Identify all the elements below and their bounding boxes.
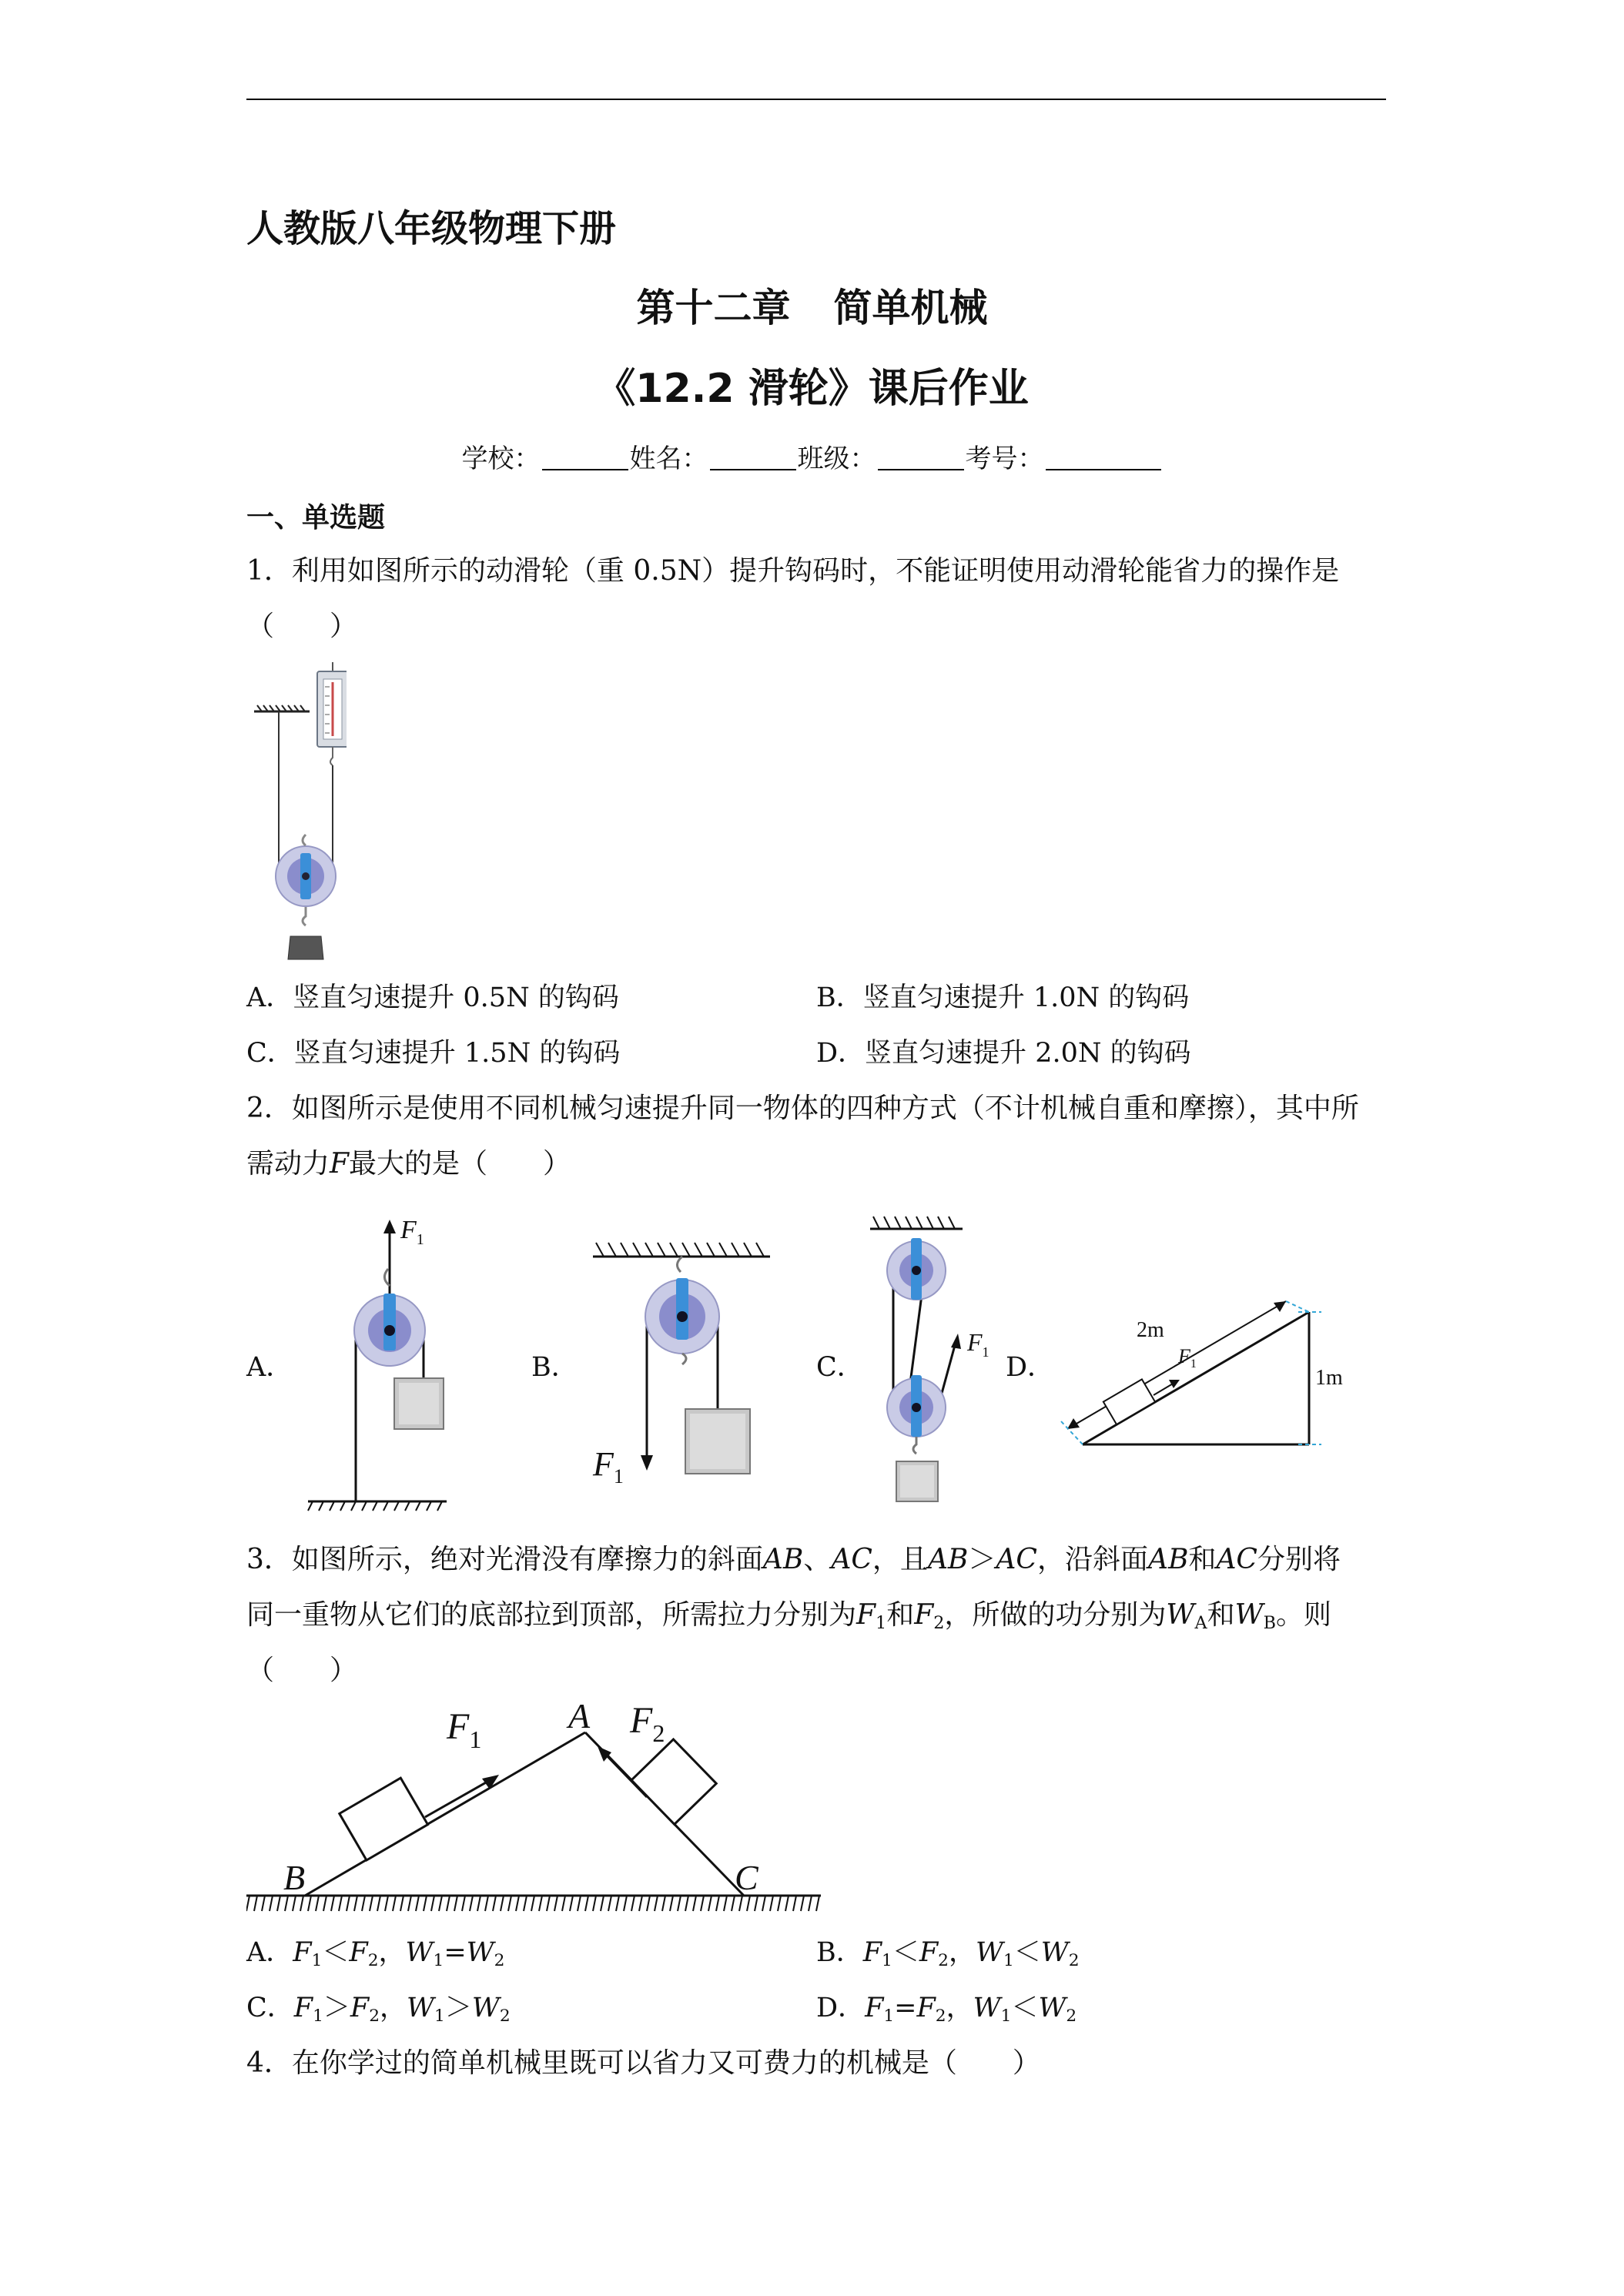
page-title: 《12.2 滑轮》课后作业 — [595, 366, 1029, 412]
q1-option-a[interactable]: A．竖直匀速提升 0.5N 的钩码 — [246, 982, 619, 1013]
chapter-number: 第十二章 — [636, 286, 791, 330]
q3-f2-label: $F_2$ — [630, 1700, 665, 1747]
class-label: 班级： — [797, 443, 876, 474]
school-label: 学校： — [461, 443, 541, 474]
q3-stem-line1: 3．如图所示，绝对光滑没有摩擦力的斜面AB、AC，且AB＞AC，沿斜面AB和AC分别将 — [246, 1544, 1341, 1575]
school-field[interactable] — [542, 446, 628, 470]
q2-stem-line2: 需动力F最大的是（ ） — [246, 1148, 571, 1180]
q2-stem-line1: 2．如图所示是使用不同机械匀速提升同一物体的四种方式（不计机械自重和摩擦），其中所 — [246, 1093, 1359, 1124]
top-rule — [246, 99, 1386, 100]
q3-option-b[interactable]: B．$F_1<F_2$，$W_1<W_2$ — [816, 1937, 1080, 1971]
q2-figure-a — [293, 1217, 462, 1517]
q2-label-c[interactable]: C． — [816, 1352, 864, 1383]
q1-option-d[interactable]: D．竖直匀速提升 2.0N 的钩码 — [816, 1038, 1191, 1069]
q1-stem: 1．利用如图所示的动滑轮（重 0.5N）提升钩码时，不能证明使用动滑轮能省力的操作是 — [246, 555, 1340, 587]
exam-no-field[interactable] — [1046, 446, 1161, 470]
name-field[interactable] — [710, 446, 796, 470]
q2d-length-label: 2m — [1137, 1318, 1164, 1342]
q2a-force-label: $F_1$ — [400, 1217, 424, 1248]
section-title: 一、单选题 — [246, 502, 386, 534]
q1-option-b[interactable]: B．竖直匀速提升 1.0N 的钩码 — [816, 982, 1190, 1013]
q2-figure-b — [585, 1232, 785, 1494]
q3-stem-line2: 同一重物从它们的底部拉到顶部，所需拉力分别为$F_1$和$F_2$，所做的功分别为$W_A$和$W_B$。则 — [246, 1599, 1332, 1634]
class-field[interactable] — [878, 446, 964, 470]
q2b-force-label: $F_1$ — [593, 1445, 624, 1488]
chapter-name: 简单机械 — [833, 286, 988, 330]
name-label: 姓名： — [629, 443, 708, 474]
q2-figure-c — [862, 1210, 1016, 1518]
q3-option-a[interactable]: A．$F_1<F_2$，$W_1=W_2$ — [246, 1937, 505, 1971]
q2-figure-d — [1055, 1263, 1363, 1463]
q3-option-d[interactable]: D．$F_1=F_2$，$W_1<W_2$ — [816, 1993, 1077, 2027]
q3-f1-label: $F_1$ — [447, 1706, 482, 1753]
q3-point-b: B — [283, 1858, 306, 1897]
book-title: 人教版八年级物理下册 — [246, 207, 617, 250]
exam-no-label: 考号： — [965, 443, 1044, 474]
q3-point-c: C — [735, 1858, 758, 1897]
q2-label-d[interactable]: D． — [1006, 1352, 1055, 1383]
q1-figure — [246, 662, 347, 962]
q1-paren: （ ） — [246, 611, 358, 642]
chapter-heading — [0, 277, 1624, 333]
q2d-force-label: $F_1$ — [1178, 1345, 1197, 1371]
q4-stem: 4．在你学过的简单机械里既可以省力又可费力的机械是（ ） — [246, 2047, 1040, 2079]
q3-paren: （ ） — [246, 1655, 358, 1686]
q3-point-a: A — [568, 1696, 591, 1735]
student-info-line — [0, 437, 1624, 475]
q2-label-b[interactable]: B． — [531, 1352, 578, 1383]
q1-option-c[interactable]: C．竖直匀速提升 1.5N 的钩码 — [246, 1038, 621, 1069]
q2-label-a[interactable]: A． — [246, 1352, 293, 1383]
q3-figure — [246, 1694, 832, 1925]
q2c-force-label: $F_1$ — [967, 1328, 989, 1360]
q2d-height-label: 1m — [1315, 1366, 1343, 1390]
q3-option-c[interactable]: C．$F_1>F_2$，$W_1>W_2$ — [246, 1993, 511, 2027]
